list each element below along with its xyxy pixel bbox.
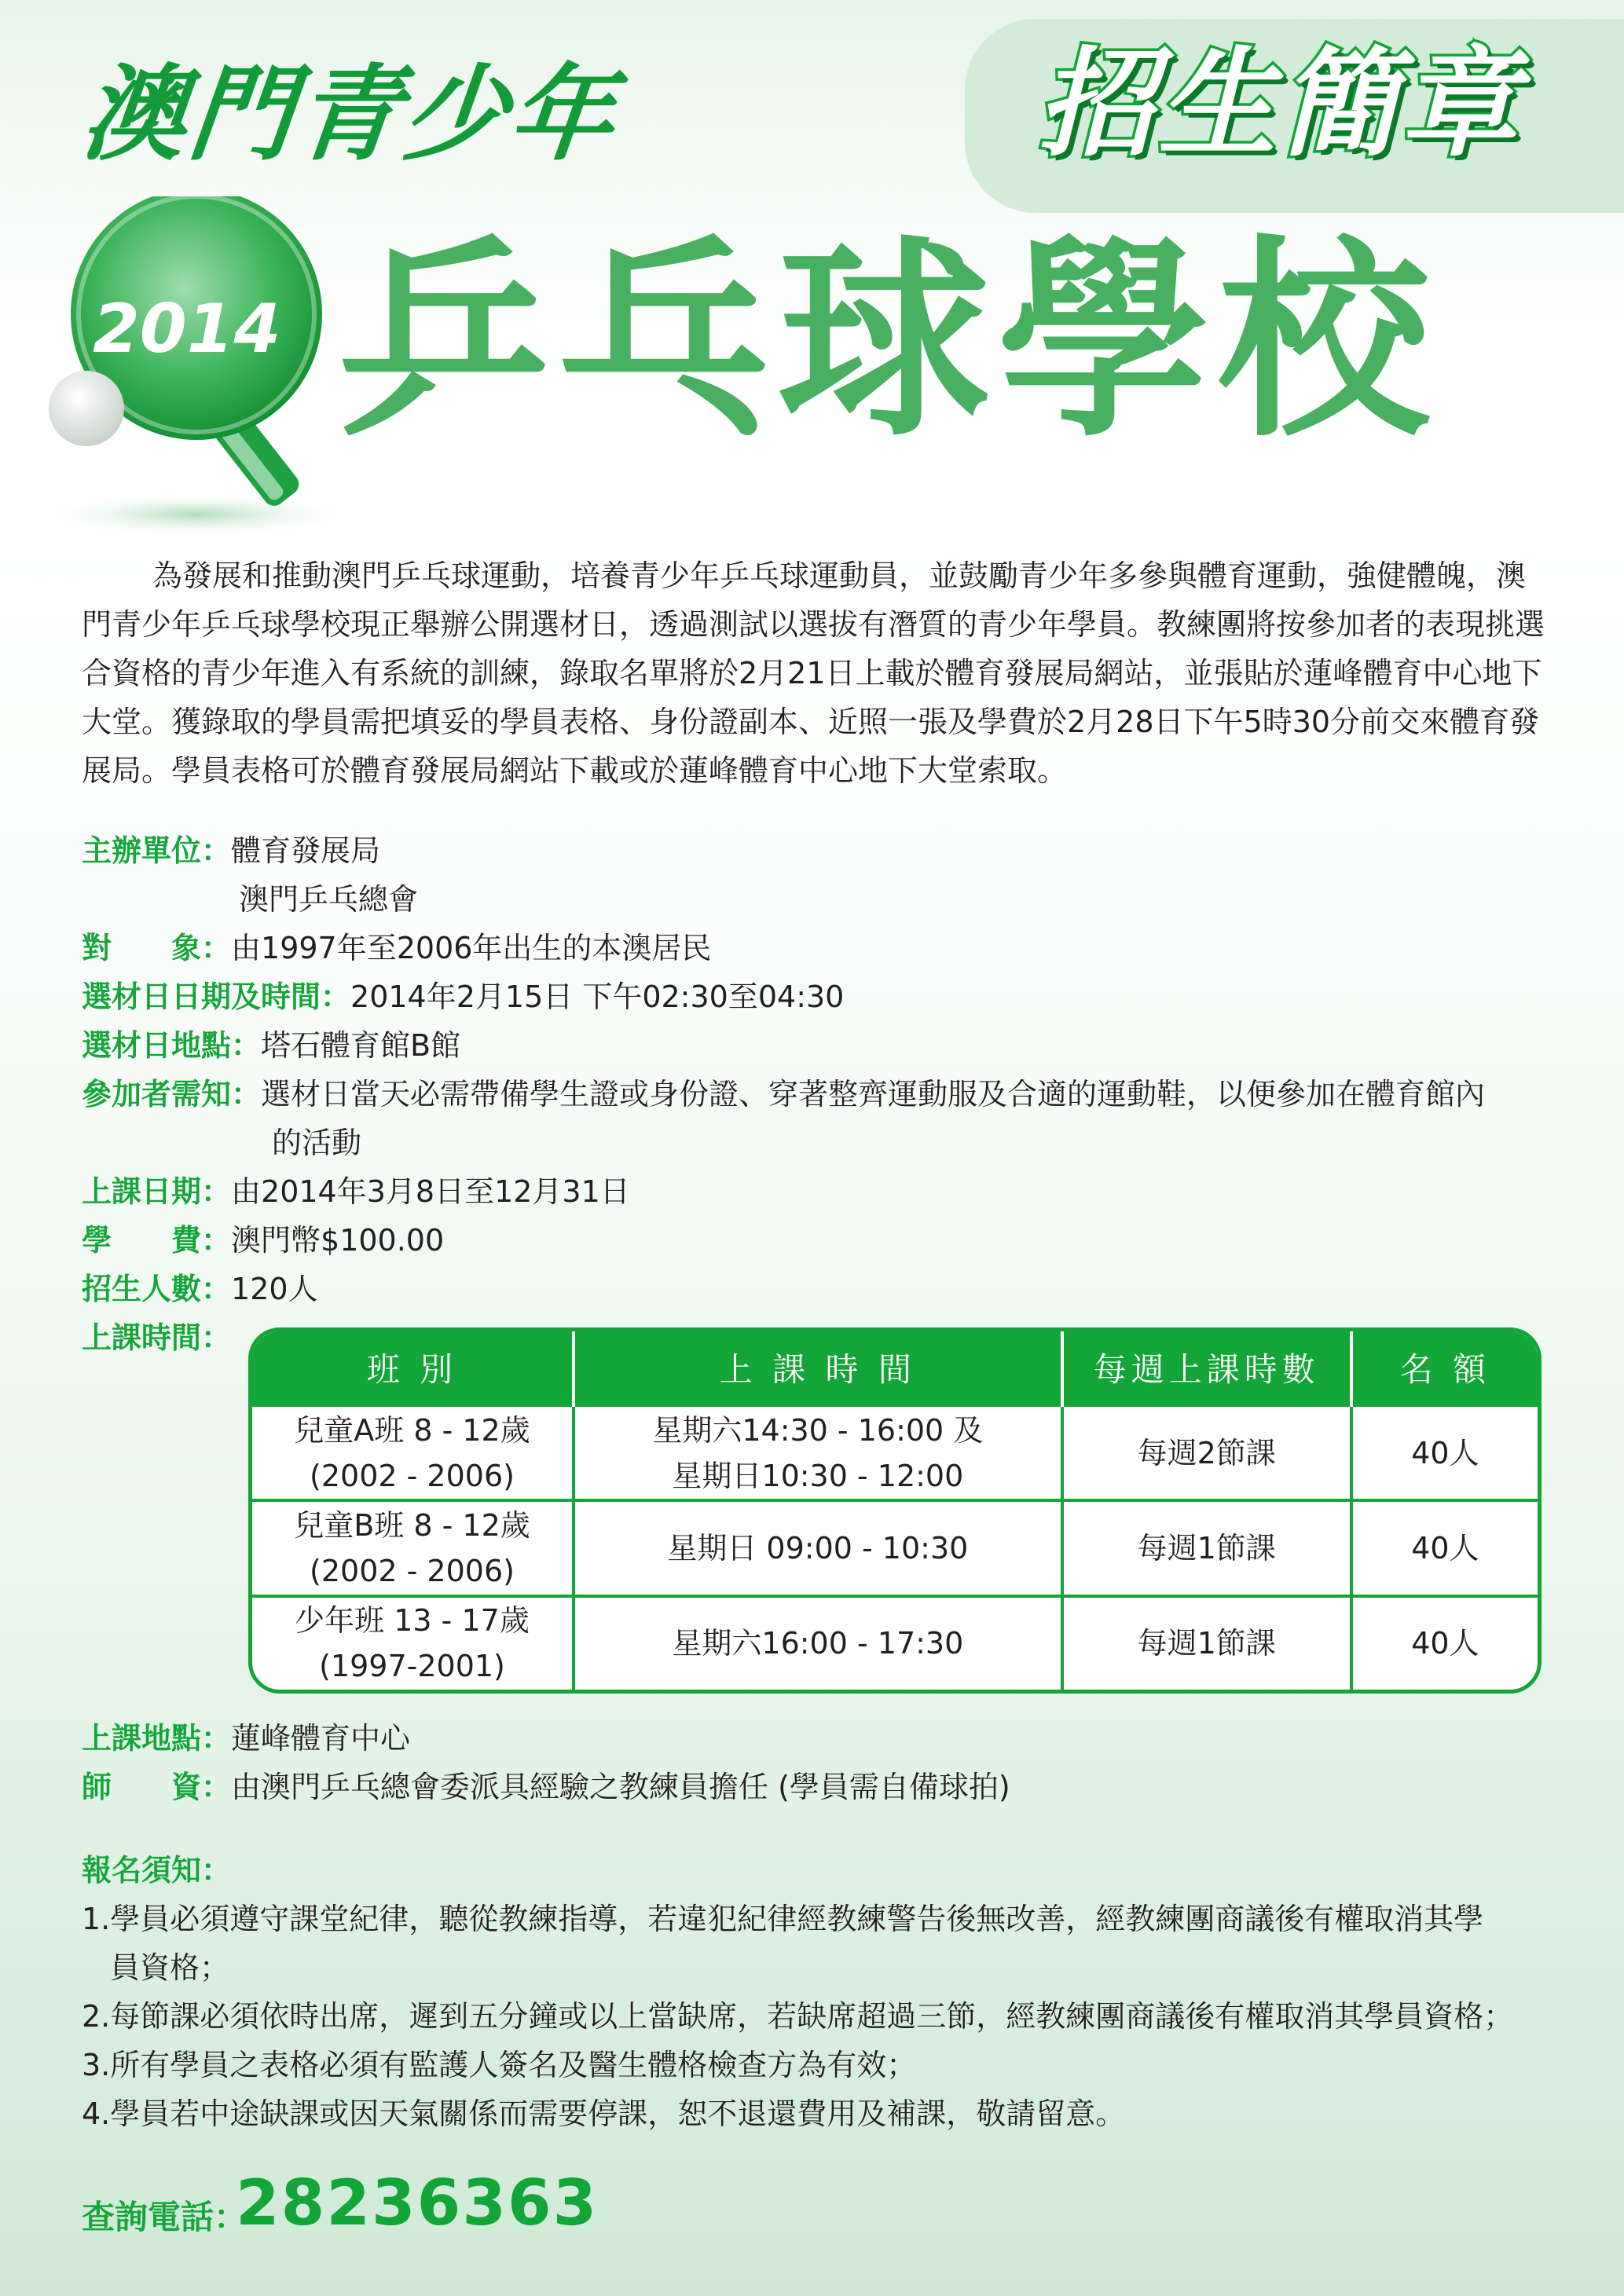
class-years: (2002 - 2006): [310, 1553, 515, 1588]
table-row: [252, 1596, 1538, 1690]
fee-value: 澳門幣$100.00: [231, 1223, 445, 1258]
class-time-label: 上課時間：: [82, 1320, 232, 1355]
quota-cell: 40人: [1351, 1596, 1538, 1690]
table-header-row: [252, 1331, 1538, 1405]
coach-value: 由澳門乒乓總會委派具經驗之教練員擔任 (學員需自備球拍): [231, 1770, 1010, 1804]
class-cell: [252, 1500, 574, 1595]
quota-row: [82, 1265, 318, 1313]
class-cell: [252, 1596, 574, 1690]
organizer-label: 主辦單位：: [82, 833, 232, 868]
notice-row-2: [272, 1119, 361, 1167]
hours-cell: 每週1節課: [1062, 1500, 1351, 1595]
column-header-class: 班 別: [252, 1331, 574, 1405]
selection-time-value: 2014年2月15日 下午02:30至04:30: [350, 980, 845, 1014]
class-time-row: [82, 1313, 231, 1362]
rule-4: 4.學員若中途缺課或因天氣關係而需要停課，恕不退還費用及補課，敬請留意。: [82, 2096, 1126, 2131]
fee-label: 學 費：: [82, 1223, 232, 1258]
time-line-2: 星期日10:30 - 12:00: [672, 1458, 964, 1493]
venue-value: 蓮峰體育中心: [231, 1721, 411, 1756]
target-value: 由1997年至2006年出生的本澳居民: [231, 931, 712, 965]
page-title: 乒乓球學校: [338, 218, 1438, 465]
target-label: 對 象：: [82, 931, 232, 965]
selection-time-label: 選材日日期及時間：: [82, 980, 351, 1014]
target-row: [82, 924, 711, 972]
notice-value-2: 的活動: [272, 1126, 362, 1160]
venue-label: 上課地點：: [82, 1721, 232, 1756]
class-name: 少年班 13 - 17歲: [295, 1603, 530, 1639]
rule-1: 1.學員必須遵守課堂紀律，聽從教練指導，若違犯紀律經教練警告後無改善，經教練團商議後有權取消其學: [82, 1902, 1484, 1936]
phone-label: 查詢電話：: [82, 2198, 247, 2236]
organizer-value-2: 澳門乒乓總會: [239, 882, 419, 917]
fee-row: [82, 1216, 444, 1265]
intro-paragraph: 為發展和推動澳門乒乓球運動，培養青少年乒乓球運動員，並鼓勵青少年多參與體育運動，強健體魄，澳門青少年乒乓球學校現正舉辦公開選材日，透過測試以選拔有潛質的青少年學員。教練團將按參加者的表現挑選合資格的青少年進入有系統的訓練，錄取名單將於2月21日上載於體育發展局網站，並張貼於蓮峰體育中心地下大堂。獲錄取的學員需把填妥的學員表格、身份證副本、近照一張及學費於2月28日下午5時30分前交來體育發展局。學員表格可於體育發展局網站下載或於蓮峰體育中心地下大堂索取。: [82, 558, 1545, 788]
brochure-badge: 招生簡章: [1037, 36, 1522, 173]
class-date-value: 由2014年3月8日至12月31日: [231, 1174, 630, 1209]
quota-cell: 40人: [1351, 1500, 1538, 1595]
page-subtitle: 澳門青少年: [75, 54, 624, 175]
coach-label: 師 資：: [82, 1770, 232, 1804]
time-cell: 星期六16:00 - 17:30: [574, 1596, 1062, 1690]
phone-number: 28236363: [236, 2166, 599, 2239]
table-row: [252, 1500, 1538, 1595]
venue-row: [82, 1714, 410, 1763]
rule-2: 2.每節課必須依時出席，遲到五分鐘或以上當缺席，若缺席超過三節，經教練團商議後有權取消其學員資格；: [82, 1999, 1514, 2034]
selection-venue-value: 塔石體育館B館: [261, 1028, 461, 1063]
organizer-value: 體育發展局: [231, 833, 381, 868]
column-header-hours: 每週上課時數: [1062, 1331, 1351, 1405]
selection-venue-label: 選材日地點：: [82, 1028, 262, 1063]
class-years: (2002 - 2006): [310, 1458, 515, 1493]
hours-cell: 每週1節課: [1062, 1596, 1351, 1690]
class-date-row: [82, 1167, 630, 1216]
rule-3: 3.所有學員之表格必須有監護人簽名及醫生體格檢查方為有效；: [82, 2048, 917, 2082]
column-header-quota: 名 額: [1351, 1331, 1538, 1405]
class-name: 兒童A班 8 - 12歲: [294, 1412, 530, 1448]
hours-cell: 每週2節課: [1062, 1405, 1351, 1500]
notice-label: 參加者需知：: [82, 1077, 262, 1111]
ping-pong-paddle-icon: [31, 196, 369, 542]
quota-cell: 40人: [1351, 1405, 1538, 1500]
rule-1-cont: 員資格；: [110, 1950, 230, 1985]
rules-title: 報名須知：: [82, 1853, 232, 1888]
class-cell: [252, 1405, 574, 1500]
class-years: (1997-2001): [319, 1649, 505, 1684]
notice-value: 選材日當天必需帶備學生證或身份證、穿著整齊運動服及合適的運動鞋，以便參加在體育館內: [261, 1077, 1486, 1111]
coach-row: [82, 1763, 1010, 1811]
class-date-label: 上課日期：: [82, 1174, 232, 1209]
selection-venue-row: [82, 1021, 460, 1070]
year-label: 2014: [93, 290, 281, 368]
organizer-row: [82, 826, 380, 875]
time-line-1: 星期六14:30 - 16:00 及: [652, 1412, 984, 1448]
table-row: [252, 1405, 1538, 1500]
quota-value: 120人: [231, 1272, 318, 1306]
time-cell: 星期日 09:00 - 10:30: [574, 1500, 1062, 1595]
selection-time-row: [82, 972, 844, 1021]
column-header-time: 上 課 時 間: [574, 1331, 1062, 1405]
notice-row: [82, 1070, 1485, 1119]
schedule-table: [248, 1327, 1542, 1694]
time-cell: [574, 1405, 1062, 1500]
quota-label: 招生人數：: [82, 1272, 232, 1306]
class-name: 兒童B班 8 - 12歲: [294, 1507, 530, 1543]
organizer-row-2: [239, 875, 418, 924]
